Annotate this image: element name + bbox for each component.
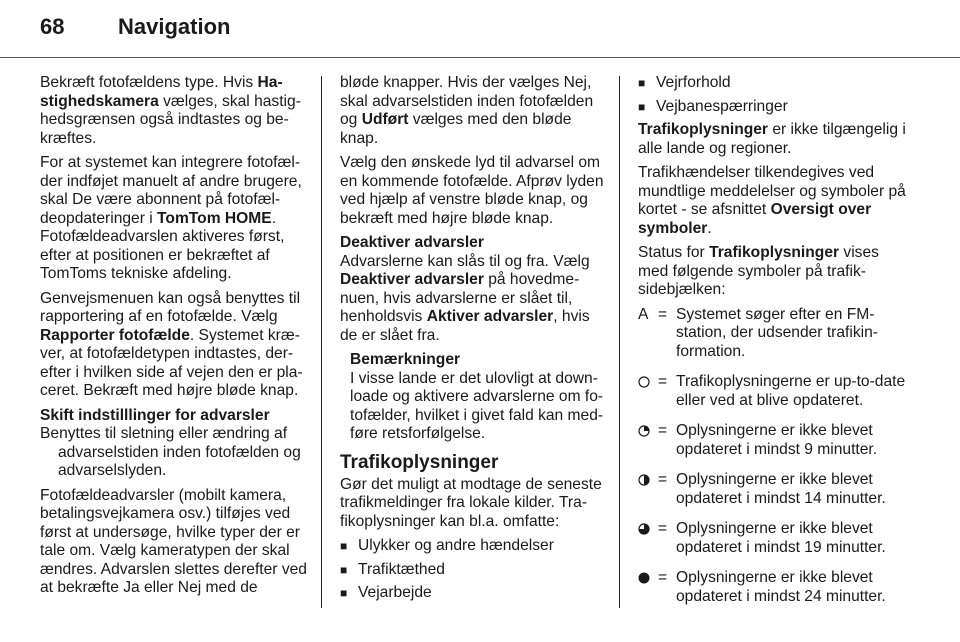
paragraph: Status for Trafikoplysninger vises med følgende symboler på trafiksidebjælken: [638, 244, 879, 298]
status-row [638, 422, 908, 459]
bullet-icon: ■ [340, 539, 348, 553]
status-row [638, 471, 908, 508]
status-row [638, 306, 908, 362]
status-row [638, 373, 908, 410]
note-box [340, 351, 610, 444]
list-item: ■ Ulykker og andre hændelser [340, 537, 554, 554]
column-divider [619, 76, 620, 608]
column-3 [638, 74, 908, 618]
equals-sign: = [658, 569, 668, 586]
status-text: Oplysningerne er ikke blevet opdateret i mindst 14 minutter. [676, 471, 886, 507]
paragraph: bløde knapper. Hvis der vælges Nej, skal advarselstiden inden fotofælden og Udført vælges med den bløde knap. [340, 74, 594, 147]
paragraph: Fotofældeadvarsler (mobilt kamera, betalingsvejkamera osv.) tilføjes ved først at undersøge, hvilke typer der er tale om. Vælg kameratypen der skal ændres. Advarslen slettes derefter ved at bekræfte Ja eller Nej med de [40, 486, 307, 596]
bullet-icon: ■ [340, 586, 348, 600]
column-divider [321, 76, 322, 608]
paragraph: Gør det muligt at modtage de seneste trafikmeldinger fra lokale kilder. Trafikoplysninger kan bl.a. omfatte: [340, 475, 602, 530]
header-rule [0, 57, 960, 58]
section-heading: Trafikoplysninger [340, 451, 499, 473]
list-item: ■ Vejrforhold [638, 74, 731, 91]
bullet-icon: ■ [638, 99, 646, 114]
subheading: Skift indstilllinger for advarsler [40, 406, 270, 424]
status-text: Oplysningerne er ikke blevet opdateret i mindst 24 minutter. [676, 569, 886, 605]
paragraph: Advarslerne kan slås til og fra. Vælg Deaktiver advarsler på hovedmenuen, hvis advarslerne er slået til, henholdsvis Aktiver advarsler, hvis de er slået fra. [340, 252, 590, 344]
subheading: Deaktiver advarsler [340, 234, 484, 251]
column-1 [40, 74, 310, 604]
empty-circle-icon [638, 373, 658, 410]
equals-sign: = [658, 471, 668, 488]
note-text: I visse lande er det ulovligt at downloade og aktivere advarslerne om fotofælder, hvilket i givet fald kan medføre retsforfølgelse. [350, 369, 604, 442]
status-symbol-a: A [638, 305, 649, 323]
status-text: Oplysningerne er ikke blevet opdateret i mindst 19 minutter. [676, 520, 886, 556]
page-number: 68 [40, 14, 65, 39]
paragraph: Vælg den ønskede lyd til advarsel om en kommende fotofælde. Afprøv lyden ved hjælp af venstre bløde knap, og bekræft med højre bløde knap. [340, 154, 604, 227]
equals-sign: = [658, 422, 668, 439]
paragraph: Genvejsmenuen kan også benyttes til rapportering af en fotofælde. Vælg Rapporter fotofælde. Systemet kræver, at fotofældetypen indtastes, derefter i hvilken side af vejen den er placeret. Bekræft med højre bløde knap. [40, 289, 303, 399]
list-item: ■ Trafiktæthed [340, 560, 445, 578]
bullet-icon: ■ [340, 562, 348, 577]
three-quarter-circle-icon [638, 520, 658, 557]
half-circle-icon [638, 471, 658, 508]
equals-sign: = [658, 305, 668, 323]
list-item: ■ Vejbanespærringer [638, 97, 788, 115]
status-row [638, 520, 908, 557]
bullet-icon: ■ [638, 76, 646, 90]
status-text: Trafikoplysningerne er up-to-date eller ved at blive opdateret. [676, 373, 906, 409]
section-title: Navigation [118, 14, 231, 39]
full-circle-icon [638, 569, 658, 606]
page-header [40, 14, 230, 54]
paragraph: Bekræft fotofældens type. Hvis Hastighedskamera vælges, skal hastighedsgrænsen også indtastes og bekræftes. [40, 74, 301, 147]
equals-sign: = [658, 373, 668, 390]
quarter-circle-icon [638, 422, 658, 459]
paragraph: Trafikhændelser tilkendegives ved mundtlige meddelelser og symboler på kortet - se afsnittet Oversigt over symboler. [638, 164, 906, 237]
status-row [638, 569, 908, 606]
paragraph: Trafikoplysninger er ikke tilgængelig i alle lande og regioner. [638, 121, 906, 157]
note-title: Bemærkninger [350, 351, 461, 368]
status-text: Oplysningerne er ikke blevet opdateret i mindst 9 minutter. [676, 422, 878, 458]
paragraph: Benyttes til sletning eller ændring af advarselstiden inden fotofælden og advarselslyden. [40, 425, 301, 479]
status-text: Systemet søger efter en FM-station, der udsender trafikinformation. [676, 305, 878, 360]
equals-sign: = [658, 520, 668, 537]
list-item: ■ Vejarbejde [340, 584, 432, 601]
paragraph: For at systemet kan integrere fotofælder indføjet manuelt af andre brugere, skal De være abonnent på fotofældeopdateringer i TomTom HOME. Fotofældeadvarslen aktiveres først, efter at positionen er bekræftet af TomToms tekniske afdeling. [40, 154, 302, 282]
column-2 [340, 74, 610, 608]
